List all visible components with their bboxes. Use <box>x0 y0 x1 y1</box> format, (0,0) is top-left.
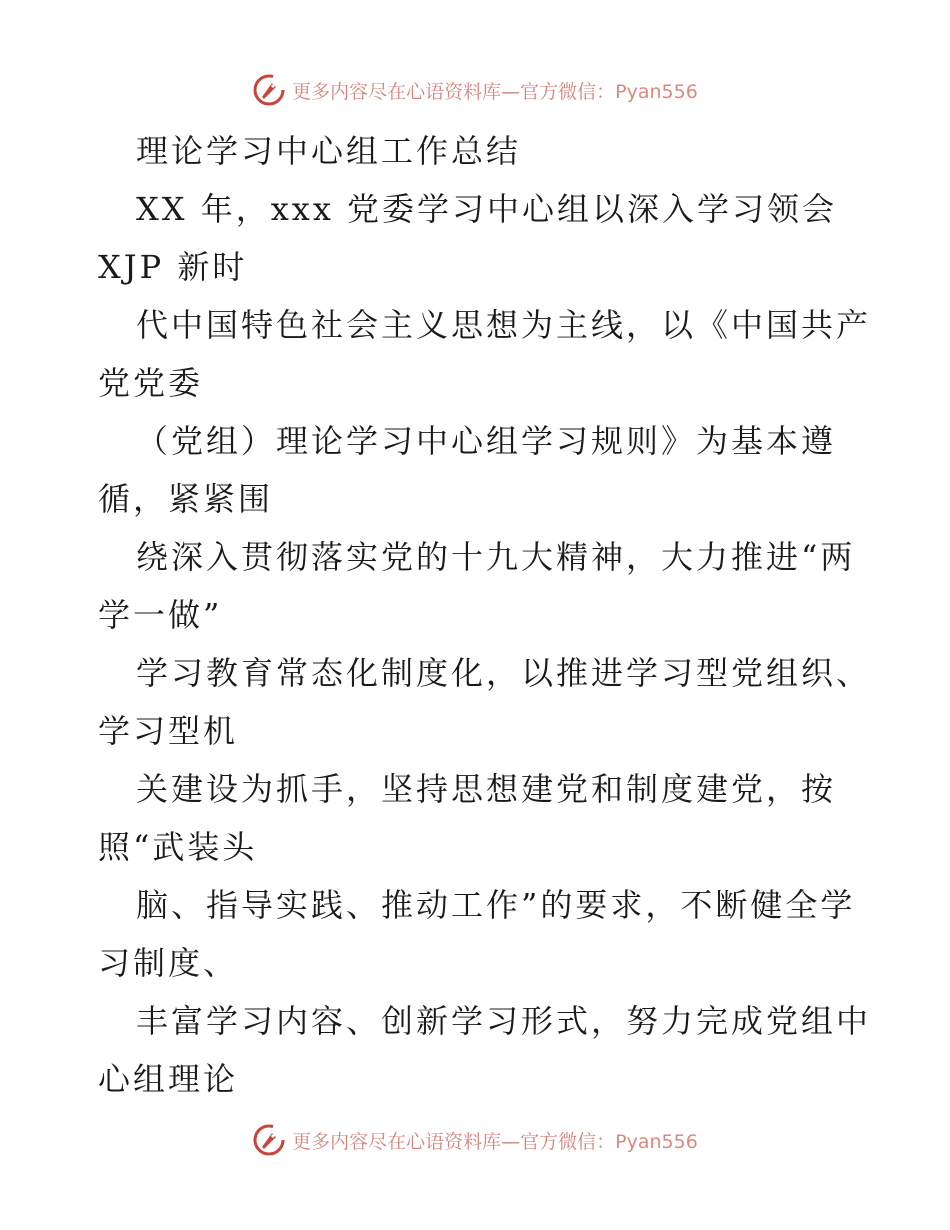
footer-watermark <box>0 1120 950 1160</box>
watermark-text: 更多内容尽在心语资料库—官方微信：Pyan556 <box>292 1130 698 1153</box>
watermark-id: Pyan556 <box>615 80 698 103</box>
paragraph-line: 心组理论 <box>98 1060 239 1098</box>
paragraph-line: 关建设为抓手，坚持思想建党和制度建党，按 <box>136 770 837 808</box>
watermark-id: Pyan556 <box>615 1130 698 1153</box>
pen-nib-icon <box>252 1123 286 1157</box>
paragraph-line: 丰富学习内容、创新学习形式，努力完成党组中 <box>136 1002 872 1040</box>
paragraph-line: （党组）理论学习中心组学习规则》为基本遵 <box>136 422 837 460</box>
header-watermark <box>0 70 950 110</box>
paragraph-line: 脑、指导实践、推动工作”的要求，不断健全学 <box>136 886 856 924</box>
document-body <box>98 122 872 1108</box>
paragraph-line: 学习型机 <box>98 712 239 750</box>
pen-nib-icon <box>252 73 286 107</box>
paragraph-line: 党党委 <box>98 364 204 402</box>
paragraph-line: 绕深入贯彻落实党的十九大精神，大力推进“两 <box>136 538 856 576</box>
paragraph-line: 循，紧紧围 <box>98 480 274 518</box>
paragraph-line: 代中国特色社会主义思想为主线，以《中国共产 <box>136 306 872 344</box>
paragraph-line: XX 年，xxx 党委学习中心组以深入学习领会 <box>136 190 838 228</box>
paragraph-line: 学习教育常态化制度化，以推进学习型党组织、 <box>136 654 872 692</box>
paragraph-line: 照“武装头 <box>98 828 258 866</box>
paragraph-line: 学一做” <box>98 596 223 634</box>
paragraph-line: 习制度、 <box>98 944 239 982</box>
paragraph-line: XJP 新时 <box>98 248 248 286</box>
document-title: 理论学习中心组工作总结 <box>136 132 522 170</box>
watermark-text: 更多内容尽在心语资料库—官方微信：Pyan556 <box>292 80 698 103</box>
